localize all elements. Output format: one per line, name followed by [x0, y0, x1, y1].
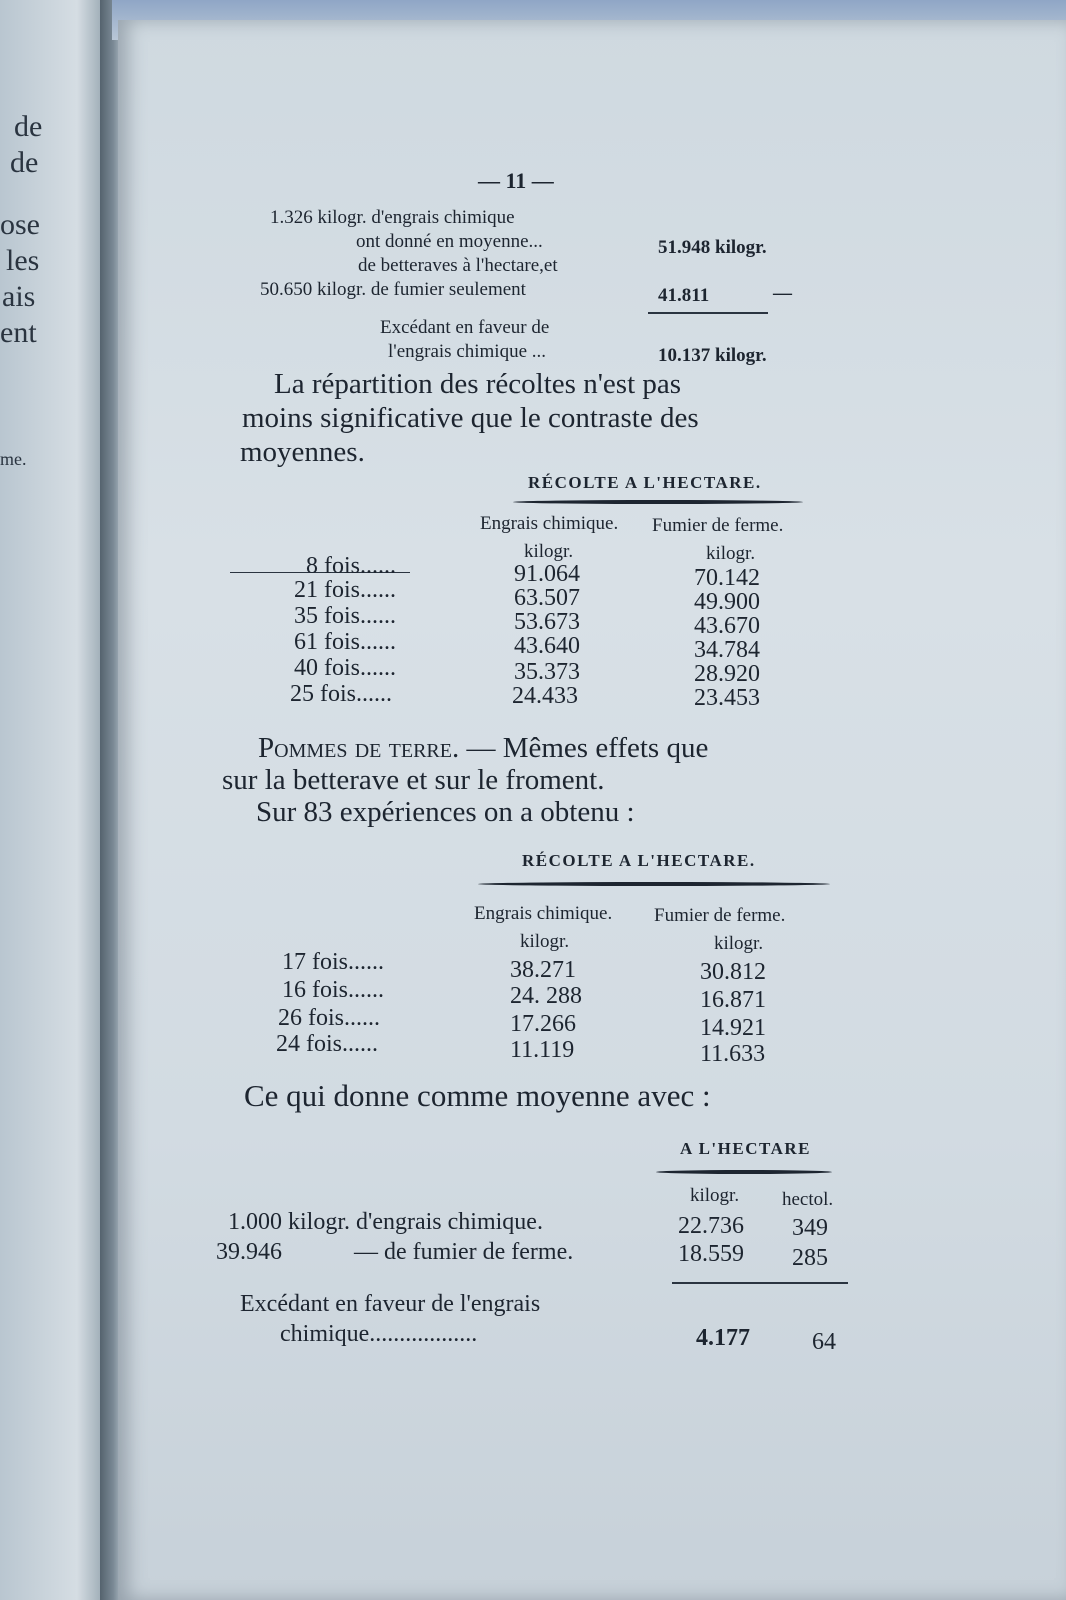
right-page — [118, 20, 1066, 1600]
chem-value: 43.640 — [514, 633, 580, 659]
left-page-fragment: de — [14, 110, 43, 143]
row-label: 40 fois...... — [294, 655, 396, 681]
hl-value: 285 — [792, 1245, 828, 1271]
kg-value: 22.736 — [678, 1213, 744, 1239]
paragraph-line: moyennes. — [240, 436, 365, 468]
row-label: 61 fois...... — [294, 629, 396, 655]
excess-label: l'engrais chimique ... — [388, 341, 547, 362]
table-title: RÉCOLTE A L'HECTARE. — [522, 851, 756, 870]
table-title: RÉCOLTE A L'HECTARE. — [528, 473, 762, 492]
unit-label: hectol. — [782, 1189, 834, 1210]
left-page-fragment: ent — [0, 316, 37, 349]
summary-line: de betteraves à l'hectare,et — [358, 255, 558, 276]
excess-label: chimique.................. — [280, 1321, 478, 1347]
title-rule — [478, 882, 830, 886]
left-page-fragment: me. — [0, 449, 27, 469]
left-page-fragment: ose — [0, 208, 40, 241]
paragraph-text: — Mêmes effets que — [466, 732, 709, 764]
sum-rule — [672, 1282, 848, 1284]
manure-value: 28.920 — [694, 661, 760, 687]
left-page — [0, 0, 110, 1600]
chem-value: 63.507 — [514, 585, 580, 611]
row-label: — de fumier de ferme. — [354, 1239, 574, 1265]
left-page-fragment: les — [6, 244, 40, 277]
paragraph-line: La répartition des récoltes n'est pas — [274, 368, 682, 400]
chem-value: 24.433 — [512, 683, 578, 709]
left-page-fragment: de — [10, 146, 39, 179]
row-label: 16 fois...... — [282, 977, 384, 1003]
manure-value: 43.670 — [694, 613, 760, 639]
column-header: Engrais chimique. — [480, 513, 619, 534]
left-page-fragment: ais — [2, 280, 36, 313]
title-rule — [513, 500, 803, 504]
unit-label: kilogr. — [706, 543, 756, 564]
manure-value: 34.784 — [694, 637, 760, 663]
excess-label: Excédant en faveur de — [380, 317, 550, 338]
chem-value: 53.673 — [514, 609, 580, 635]
chem-value: 11.119 — [510, 1037, 575, 1063]
summary-value-dash: — — [773, 283, 792, 304]
excess-label: Excédant en faveur de l'engrais — [240, 1291, 541, 1317]
row-label: 17 fois...... — [282, 949, 384, 975]
row-label: 35 fois...... — [294, 603, 396, 629]
row-label: 26 fois...... — [278, 1005, 380, 1031]
unit-label: kilogr. — [690, 1185, 740, 1206]
excess-value: 10.137 kilogr. — [658, 345, 767, 366]
manure-value: 11.633 — [700, 1041, 766, 1067]
row-label: 1.000 kilogr. d'engrais chimique. — [228, 1209, 543, 1235]
chem-value: 24. 288 — [510, 983, 582, 1009]
unit-label: kilogr. — [714, 933, 764, 954]
summary-value: 51.948 kilogr. — [658, 237, 767, 258]
column-header: Engrais chimique. — [474, 903, 613, 924]
hl-value: 349 — [792, 1215, 828, 1241]
summary-line: 50.650 kilogr. de fumier seulement — [260, 279, 526, 300]
summary-line: ont donné en moyenne... — [356, 231, 543, 252]
paragraph-line: Sur 83 expériences on a obtenu : — [256, 796, 635, 828]
column-header: Fumier de ferme. — [654, 905, 786, 926]
row-label: 21 fois...... — [294, 577, 396, 603]
unit-label: kilogr. — [524, 541, 574, 562]
row-label: 24 fois...... — [276, 1031, 378, 1057]
row-label: 8 fois...... — [306, 553, 396, 579]
summary-value: 41.811 — [658, 285, 710, 306]
paragraph-line: moins significative que le contraste des — [242, 402, 699, 434]
row-label: 25 fois...... — [290, 681, 392, 707]
excess-hl: 64 — [812, 1329, 836, 1355]
chem-value: 91.064 — [514, 561, 580, 587]
chem-value: 17.266 — [510, 1011, 576, 1037]
manure-value: 49.900 — [694, 589, 760, 615]
chem-value: 38.271 — [510, 957, 576, 983]
paragraph-line — [258, 734, 708, 763]
section-heading: Pommes de terre. — [258, 732, 460, 764]
paragraph-line: Ce qui donne comme moyenne avec : — [244, 1078, 711, 1113]
excess-kg: 4.177 — [696, 1325, 750, 1351]
manure-value: 70.142 — [694, 565, 760, 591]
sum-rule — [648, 312, 768, 314]
table-title: A L'HECTARE — [680, 1139, 811, 1158]
paragraph-line: sur la betterave et sur le froment. — [222, 764, 605, 796]
title-rule — [656, 1170, 832, 1174]
manure-value: 23.453 — [694, 685, 760, 711]
page-number: — 11 — — [478, 168, 554, 193]
summary-line: 1.326 kilogr. d'engrais chimique — [270, 207, 515, 228]
row-label: 39.946 — [216, 1239, 282, 1265]
unit-label: kilogr. — [520, 931, 570, 952]
manure-value: 30.812 — [700, 959, 766, 985]
column-header: Fumier de ferme. — [652, 515, 784, 536]
chem-value: 35.373 — [514, 659, 580, 685]
kg-value: 18.559 — [678, 1241, 744, 1267]
manure-value: 14.921 — [700, 1015, 766, 1041]
manure-value: 16.871 — [700, 987, 766, 1013]
